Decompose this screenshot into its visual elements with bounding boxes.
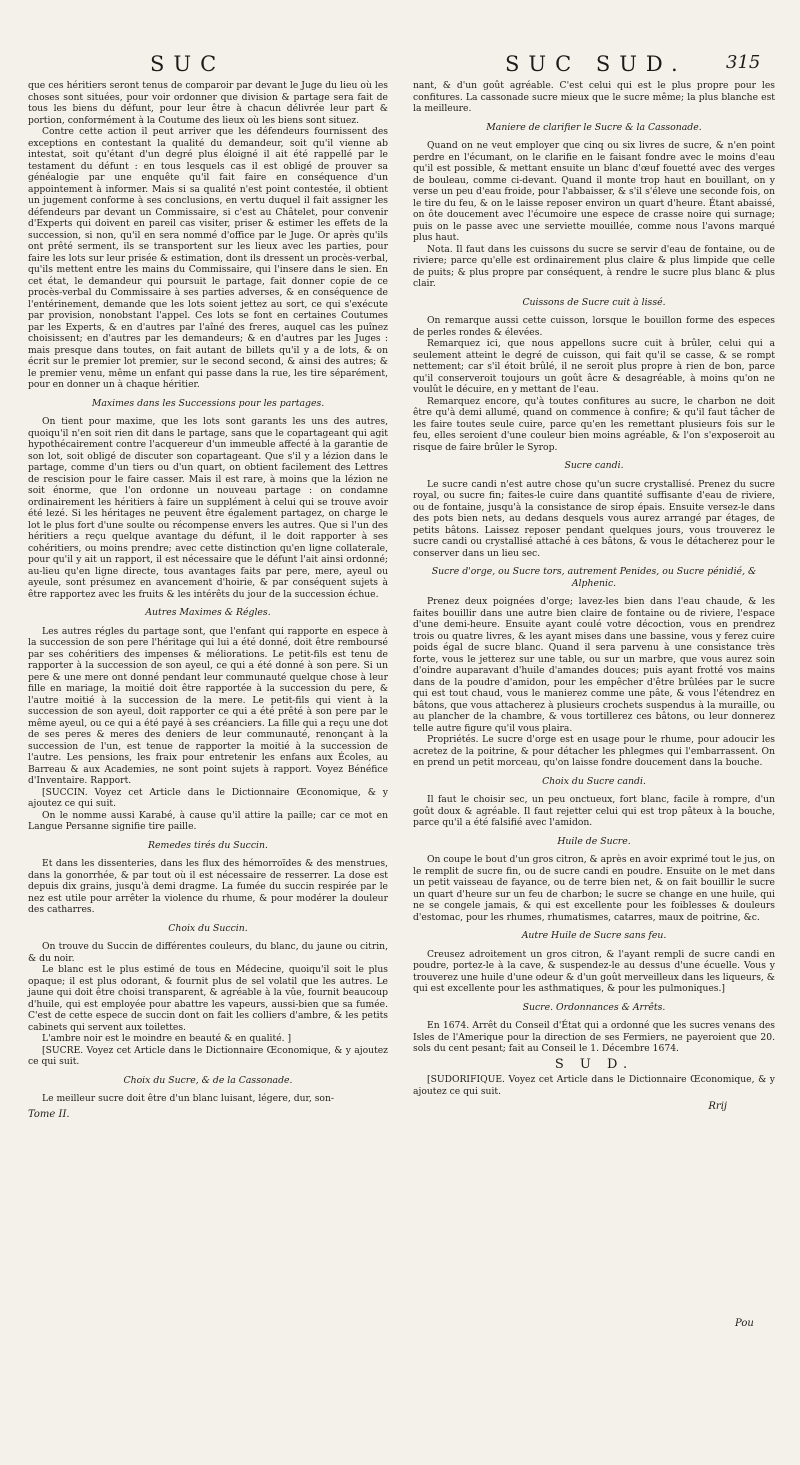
paragraph: Il faut le choisir sec, un peu onctueux, fort blanc, facile à rompre, d'un goût doux & agréable. Il faut rejetter celui qui est trop pâteux à la bouche, parce qu'il a été falsifié avec l'amidon. bbox=[413, 794, 775, 828]
paragraph: [SUDORIFIQUE. Voyez cet Article dans le Dictionnaire Œconomique, & y ajoutez ce qui suit. bbox=[413, 1074, 775, 1097]
paragraph: Contre cette action il peut arriver que les défendeurs fournissent des exceptions en contestant la qualité du demandeur, soit qu'il vienne ab intestat, soit qu'étant d'un degré plus éloigné il ait été rappellé par le testament du défunt : en tous lesquels cas il est obligé de prouver sa généalogie par une enquête qu'il fait faire en conséquence d'un appointement à informer. Mais si sa qualité n'est point contestée, il obtient un jugement conforme à ses conclusions, en vertu duquel il fait assigner les défendeurs par devant un Commissaire, si c'est au Châtelet, pour convenir d'Experts qui doivent en pareil cas visiter, priser & estimer les effets de la succession, si non, qu'il en sera nommé d'office par le Juge. Or après qu'ils ont prêté serment, ils se transportent sur les lieux avec les parties, pour faire les lots sur leur prisée & estimation, dont ils dressent un procès-verbal, qu'ils mettent entre les mains du Commissaire, qui l'insere dans le sien. En cet état, le demandeur qui poursuit le partage, fait donner copie de ce procès-verbal du Commissaire à ses parties adverses, & en conséquence de l'entérinement, demande que les lots soient jettez au sort, ce qui s'exécute par provision, nonobstant l'appel. Ces lots se font en certaines Coutumes par les Experts, & en d'autres par l'aîné des freres, auquel cas les puînez choisissent; en d'autres par les demandeurs; & en d'autres par les Juges : mais presque dans toutes, on fait autant de billets qu'il y a de lots, & on écrit sur le premier lot premier, sur le second second, & ainsi des autres; & le premier venu, même un enfant qui passe dans la rue, les tire séparément, pour en donner un à chaque héritier. bbox=[28, 126, 388, 390]
paragraph: Remarquez ici, que nous appellons sucre cuit à brûler, celui qui a seulement atteint le degré de cuisson, qui fait qu'il se casse, & se rompt nettement; car s'il étoit brûlé, il ne seroit plus propre à rien de bon, parce qu'il conserveroit toujours un goût âcre & desagréable, à moins qu'on ne voulût le décuire, en y mettant de l'eau. bbox=[413, 338, 775, 395]
section-heading: Choix du Succin. bbox=[168, 922, 248, 934]
paragraph: On remarque aussi cette cuisson, lorsque le bouillon forme des especes de perles rondes & élevées. bbox=[413, 315, 775, 338]
section-heading: Choix du Sucre candi. bbox=[542, 775, 646, 787]
paragraph: En 1674. Arrêt du Conseil d'État qui a ordonné que les sucres venans des Isles de l'Amerique pour la direction de ses Fermiers, ne payeroient que 20. sols du cent pesant; fait au Conseil le 1. Décembre 1674. bbox=[413, 1020, 775, 1054]
section-heading: Choix du Sucre, & de la Cassonade. bbox=[123, 1074, 293, 1086]
section-heading: Maximes dans les Successions pour les partages. bbox=[91, 397, 325, 409]
signature-mark: Rrij bbox=[708, 1101, 727, 1112]
paragraph: [SUCRE. Voyez cet Article dans le Dictionnaire Œconomique, & y ajoutez ce qui suit. bbox=[28, 1044, 388, 1067]
paragraph: [SUCCIN. Voyez cet Article dans le Dictionnaire Œconomique, & y ajoutez ce qui suit. bbox=[28, 786, 388, 809]
paragraph: nant, & d'un goût agréable. C'est celui qui est le plus propre pour les confitures. La cassonade sucre mieux que le sucre même; la plus blanche est la meilleure. bbox=[413, 80, 775, 114]
paragraph: Nota. Il faut dans les cuissons du sucre se servir d'eau de fontaine, ou de riviere; parce qu'elle est ordinairement plus claire & plus limpide que celle de puits; & plus propre par conséquent, à rendre le sucre plus blanc & plus clair. bbox=[413, 243, 775, 289]
section-heading: Sucre candi. bbox=[564, 460, 624, 471]
paragraph: Le meilleur sucre doit être d'un blanc luisant, légere, dur, son- bbox=[42, 1093, 334, 1104]
section-heading: Autres Maximes & Régles. bbox=[145, 607, 271, 618]
page-number: 315 bbox=[726, 52, 761, 73]
letter-heading: S U D. bbox=[554, 1056, 634, 1072]
paragraph: On tient pour maxime, que les lots sont garants les uns des autres, quoiqu'il n'en soit rien dit dans le partage, sans que le copartageant qui agit hypothécairement contre l'acquereur d'un immeuble affecté à la garantie de son lot, soit obligé de discuter son copartageant. Que s'il y a lézion dans le partage, comme d'un tiers ou d'un quart, on obtient facilement des Lettres de rescision pour le faire casser. Mais il est rare, à moins que la lézion ne soit énorme, que l'on ordonne un nouveau partage : on condamne ordinairement les héritiers à faire un supplément à celui qui se trouve avoir été lezé. Si les héritages ne peuvent être également partagez, on charge le lot le plus fort d'une soulte ou récompense envers les autres. Que si l'un des héritiers a reçu quelque avantage du défunt, il le doit rapporter à ses cohéritiers, ou moins prendre; avec cette distinction qu'en ligne collaterale, pour qu'il y ait un rapport, il est nécessaire que le défunt l'ait ainsi ordonné; au-lieu qu'en ligne directe, tous avantages faits par pere, mere, ayeul ou ayeule, sont présumez en avancement d'hoirie, & par conséquent sujets à être rapportez avec les fruits & les intérêts du jour de la succession échue. bbox=[28, 416, 388, 600]
paragraph: Et dans les dissenteries, dans les flux des hémorroïdes & des menstrues, dans la gonorrhée, & par tout où il est nécessaire de resserrer. La dose est depuis dix grains, jusqu'à demi dragme. La fumée du succin respirée par le nez est utile pour arrêter la violence du rhume, & pour modérer la douleur des catharres. bbox=[28, 858, 388, 915]
catchword: Pou bbox=[735, 1318, 754, 1329]
paragraph: Le sucre candi n'est autre chose qu'un sucre crystallisé. Prenez du sucre royal, ou sucre fin; faites-le cuire dans quantité suffisante d'eau de riviere, ou de fontaine, jusqu'à la consistance de sirop épais. Ensuite versez-le dans des pots bien nets, au dedans desquels vous aurez arrangé par étages, de petits bâtons. Laissez reposer pendant quelques jours, vous trouverez le sucre candi ou crystallisé attaché à ces bâtons, & vous le détacherez pour le conserver dans un lieu sec. bbox=[413, 478, 775, 559]
paragraph: Prenez deux poignées d'orge; lavez-les bien dans l'eau chaude, & les faites bouillir dans une autre bien claire de fontaine ou de riviere, l'espace d'une demi-heure. Ensuite ayant coulé votre décoction, vous en prendrez trois ou quatre livres, & les ayant mises dans une bassine, vous y ferez cuire poids égal de sucre blanc. Quand il sera parvenu à une consistance très forte, vous le jetterez sur une table, ou sur un marbre, que vous aurez soin d'oindre auparavant d'huile d'amandes douces; puis ayant frotté vos mains dans de la poudre d'amidon, pour les empêcher d'être brûlées par le sucre qui est tout chaud, vous le manierez comme une pâte, & vous l'étendrez en bâtons, que vous attacherez à plusieurs crochets suspendus à la muraille, ou au plancher de la chambre, & vous tortillerez ces bâtons, ou leur donnerez telle autre figure qu'il vous plaira. bbox=[413, 596, 775, 734]
section-heading: Autre Huile de Sucre sans feu. bbox=[521, 930, 667, 941]
paragraph: Propriétés. Le sucre d'orge est en usage pour le rhume, pour adoucir les acretez de la poitrine, & pour détacher les phlegmes qui l'embarrassent. On en prend un petit morceau, qu'on laisse fondre doucement dans la bouche. bbox=[413, 734, 775, 768]
running-head-left: SUC bbox=[150, 52, 226, 76]
paragraph: Le blanc est le plus estimé de tous en Médecine, quoiqu'il soit le plus opaque; il est plus odorant, & fournit plus de sel volatil que les autres. Le jaune qui doit être choisi transparent, & agréable à la vûe, fournit beaucoup d'huile, qui est employée pour abattre les vapeurs, aussi-bien que sa fumée. C'est de cette espece de succin dont on fait les colliers d'ambre, & les petits cabinets qui servent aux toilettes. bbox=[28, 964, 388, 1033]
paragraph: Quand on ne veut employer que cinq ou six livres de sucre, & n'en point perdre en l'écumant, on le clarifie en le faisant fondre avec le moins d'eau qu'il est possible, & mettant ensuite un blanc d'œuf fouetté avec des verges de bouleau, comme ci-devant. Quand il monte trop haut en bouillant, on y verse un peu d'eau froide, pour l'abbaisser, & s'il s'éleve une seconde fois, on le tire du feu, & on le laisse reposer environ un quart d'heure. Étant abaissé, on ôte doucement avec l'écumoire une espece de crasse noire qui surnage; puis on le passe avec une serviette mouillée, comme nous l'avons marqué plus haut. bbox=[413, 140, 775, 243]
section-heading: Cuissons de Sucre cuit à lissé. bbox=[522, 296, 666, 308]
paragraph: Les autres régles du partage sont, que l'enfant qui rapporte en espece à la succession de son pere l'héritage qui lui a été donné, doit être remboursé par ses cohéritiers des impenses & méliorations. Le petit-fils est tenu de rapporter à la succession de son ayeul, ce qui a été donné à son pere. Si un pere & une mere ont donné pendant leur communauté quelque chose à leur fille en mariage, la moitié doit être rapportée à la succession du pere, & l'autre moitié à la succession de la mere. Le petit-fils qui vient à la succession de son ayeul, doit rapporter ce qui a été prêté à son pere par le même ayeul, ou ce qui a été payé à ses créanciers. La fille qui a reçu une dot de ses peres & meres des deniers de leur communauté, renonçant à la succession de l'un, est tenue de rapporter la moitié à la succession de l'autre. Les pensions, les fraix pour entretenir les enfans aux Écoles, au Barreau & aux Academies, ne sont point sujets à rapport. Voyez Bénéfice d'Inventaire. Rapport. bbox=[28, 625, 388, 786]
paragraph: On le nomme aussi Karabé, à cause qu'il attire la paille; car ce mot en Langue Persanne signifie tire paille. bbox=[28, 809, 388, 832]
paragraph: On trouve du Succin de différentes couleurs, du blanc, du jaune ou citrin, & du noir. bbox=[28, 941, 388, 964]
left-column bbox=[28, 80, 388, 1120]
section-heading: Sucre. Ordonnances & Arrêts. bbox=[522, 1001, 666, 1013]
paragraph: Remarquez encore, qu'à toutes confitures au sucre, le charbon ne doit être qu'à demi allumé, quand on commence à confire; & qu'il faut tâcher de les faire toutes seule cuire, parce qu'en les remettant plusieurs fois sur le feu, elles seroient d'une couleur bien moins agréable, & l'on s'exposeroit au risque de faire brûler le Syrop. bbox=[413, 395, 775, 453]
section-heading: Remedes tirés du Succin. bbox=[148, 839, 268, 851]
paragraph: On coupe le bout d'un gros citron, & après en avoir exprimé tout le jus, on le remplit de sucre fin, ou de sucre candi en poudre. Ensuite on le met dans un petit vaisseau de fayance, ou de terre bien net, & on fait bouillir le sucre un quart d'heure sur un feu de charbon; le sucre se change en une huile, qui ne se congele jamais, & qui est excellente pour les foiblesses & douleurs d'estomac, pour les rhumes, rhumatismes, catarres, maux de poitrine, &c. bbox=[413, 854, 775, 923]
paragraph: Creusez adroitement un gros citron, & l'ayant rempli de sucre candi en poudre, portez-le à la cave, & suspendez-le au dessus d'une écuelle. Vous y trouverez une huile d'une odeur & d'un goût merveilleux dans les liqueurs, & qui est excellente pour les asthmatiques, & pour les pulmoniques.] bbox=[413, 948, 775, 994]
paragraph: que ces héritiers seront tenus de comparoir par devant le Juge du lieu où les choses sont situées, pour voir ordonner que division & partage sera fait de tous les biens du défunt, pour leur être à chacun délivrée leur part & portion, conformément à la Coutume des lieux où les biens sont situez. bbox=[28, 80, 388, 126]
running-head-right: SUC SUD. bbox=[505, 52, 687, 76]
paragraph: L'ambre noir est le moindre en beauté & en qualité. ] bbox=[42, 1033, 292, 1044]
volume-footer: Tome II. bbox=[28, 1108, 70, 1120]
section-heading: Maniere de clarifier le Sucre & la Cassonade. bbox=[486, 121, 702, 133]
right-column bbox=[413, 80, 775, 1113]
section-heading: Sucre d'orge, ou Sucre tors, autrement Penides, ou Sucre pénidié, & Alphenic. bbox=[431, 566, 757, 589]
section-heading: Huile de Sucre. bbox=[557, 835, 631, 847]
